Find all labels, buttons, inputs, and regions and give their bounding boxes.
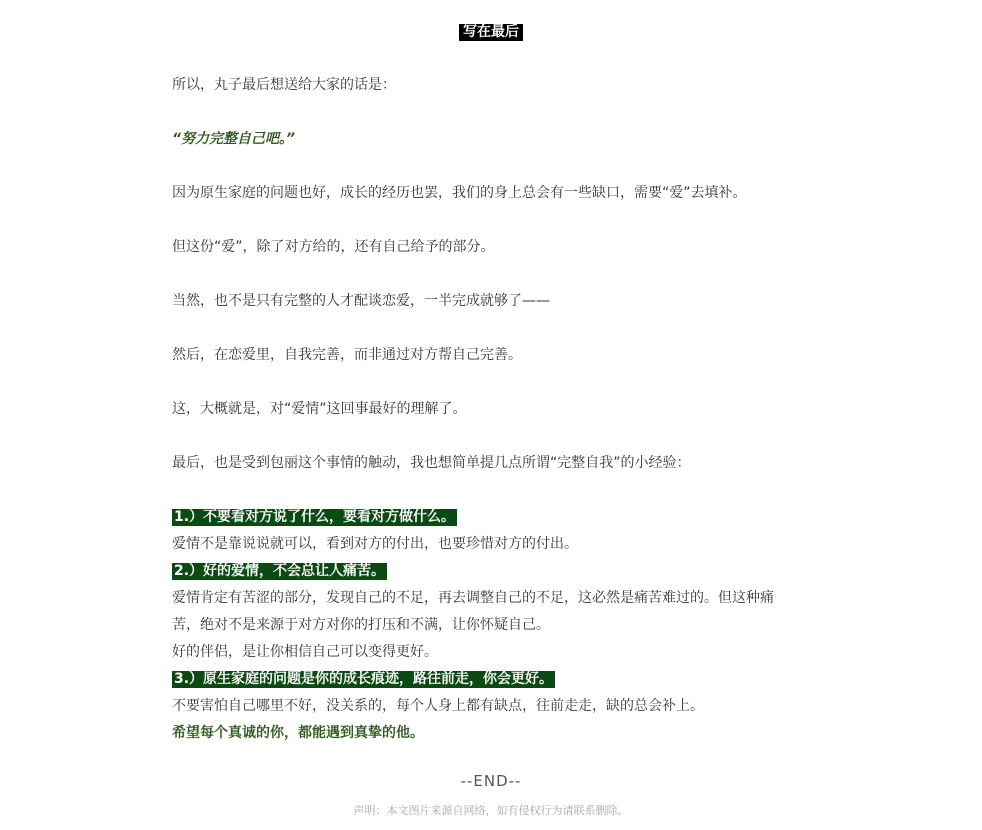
tip-heading-2 — [172, 558, 822, 585]
tip-2-line-2: 苦，绝对不是来源于对方对你的打压和不满，让你怀疑自己。 — [172, 617, 550, 633]
paragraph-2: 因为原生家庭的问题也好，成长的经历也罢，我们的身上总会有一些缺口，需要“爱”去填补。 — [172, 185, 747, 201]
end-mark: --END-- — [460, 772, 522, 790]
paragraph-3: 但这份“爱”，除了对方给的，还有自己给予的部分。 — [172, 239, 495, 255]
tip-heading-1-text: 1.）不要看对方说了什么，要看对方做什么。 — [174, 509, 456, 525]
tip-2-line-3: 好的伴侣，是让你相信自己可以变得更好。 — [172, 644, 438, 660]
section-title: 写在最后 — [459, 24, 523, 41]
tip-2-line-1: 爱情肯定有苦涩的部分，发现自己的不足，再去调整自己的不足，这必然是痛苦难过的。但这种痛 — [172, 590, 774, 606]
paragraph-7: 最后，也是受到包丽这个事情的触动，我也想简单提几点所谓“完整自我”的小经验： — [172, 455, 691, 471]
tip-1-line-1: 爱情不是靠说说就可以，看到对方的付出，也要珍惜对方的付出。 — [172, 536, 578, 552]
tip-heading-3-text: 3.）原生家庭的问题是你的成长痕迹，路往前走，你会更好。 — [174, 671, 554, 687]
disclaimer: 声明：本文图片来源自网络，如有侵权行为请联系删除。 — [353, 804, 629, 817]
closing-line: 希望每个真诚的你，都能遇到真挚的他。 — [172, 725, 424, 741]
tip-heading-2-text: 2.）好的爱情，不会总让人痛苦。 — [174, 563, 386, 579]
paragraph-intro: 所以，丸子最后想送给大家的话是： — [172, 77, 396, 93]
tip-3-line-1: 不要害怕自己哪里不好，没关系的，每个人身上都有缺点，往前走走，缺的总会补上。 — [172, 698, 704, 714]
tip-heading-1 — [172, 504, 822, 531]
section-title-wrap — [0, 21, 982, 41]
tip-heading-3 — [172, 666, 822, 693]
paragraph-5: 然后，在恋爱里，自我完善，而非通过对方帮自己完善。 — [172, 347, 522, 363]
paragraph-4: 当然，也不是只有完整的人才配谈恋爱，一半完成就够了—— — [172, 293, 550, 309]
paragraph-6: 这，大概就是，对“爱情”这回事最好的理解了。 — [172, 401, 467, 417]
quote-text: “努力完整自己吧。” — [172, 131, 296, 147]
